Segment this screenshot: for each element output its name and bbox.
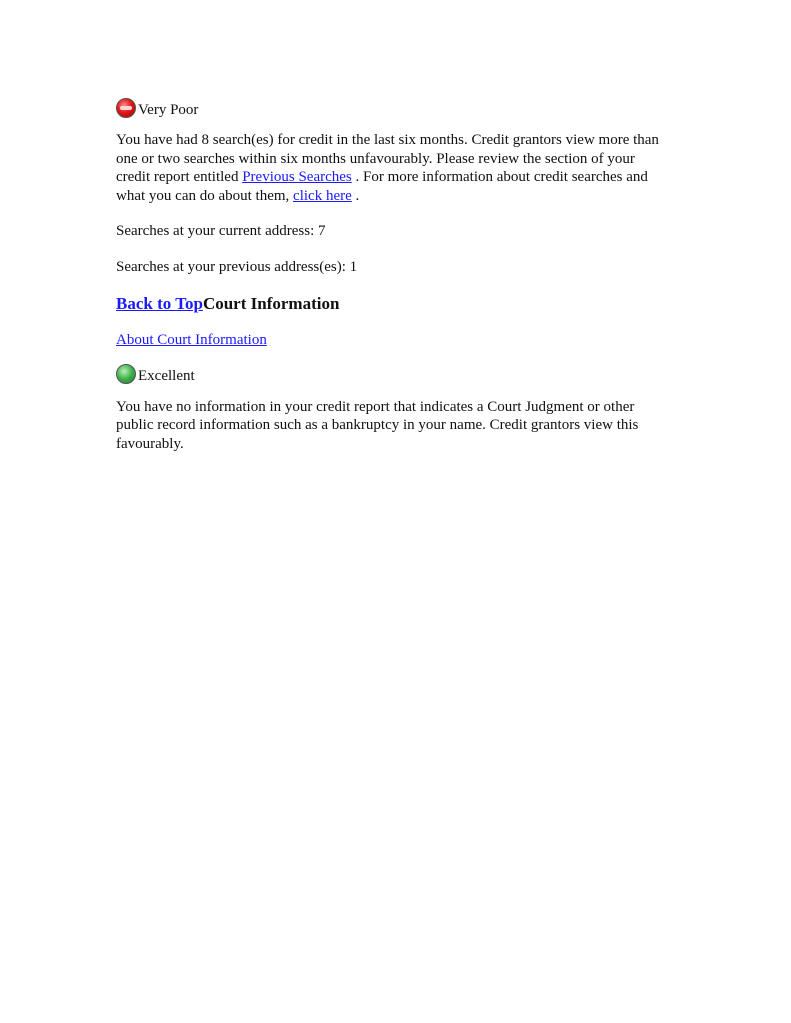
court-information-title: Court Information [202, 294, 340, 313]
previous-searches-link[interactable]: Previous Searches [242, 169, 352, 185]
court-summary-paragraph: You have no information in your credit report that indicates a Court Judgment or other public record information such as a bankruptcy in your name. Credit grantors view this favourably. [116, 398, 639, 452]
search-summary-text-2: . For more information about credit searches and what you can do about them, [116, 169, 648, 204]
red-rating-icon [116, 98, 136, 118]
search-summary-text-3: . [351, 187, 360, 204]
previous-address-searches: Searches at your previous address(es): 1 [116, 258, 358, 275]
current-address-searches: Searches at your current address: 7 [116, 223, 326, 239]
report-page [116, 92, 661, 453]
back-to-top-link[interactable]: Back to Top [116, 294, 203, 313]
search-summary-text-1: You have had 8 search(es) for credit in the last six months. Credit grantors view more than one or two searches within six months unfavourably. Please review the section of your credit report entitled [116, 132, 659, 185]
search-summary-paragraph [116, 131, 661, 205]
green-rating-icon [116, 364, 136, 384]
about-court-information-link[interactable]: About Court Information [116, 332, 267, 348]
section-heading [116, 294, 661, 314]
search-rating-label: Very Poor [138, 102, 199, 118]
search-rating [116, 92, 661, 118]
court-rating [116, 358, 661, 384]
court-rating-label: Excellent [138, 367, 195, 384]
click-here-link[interactable]: click here [293, 187, 352, 204]
